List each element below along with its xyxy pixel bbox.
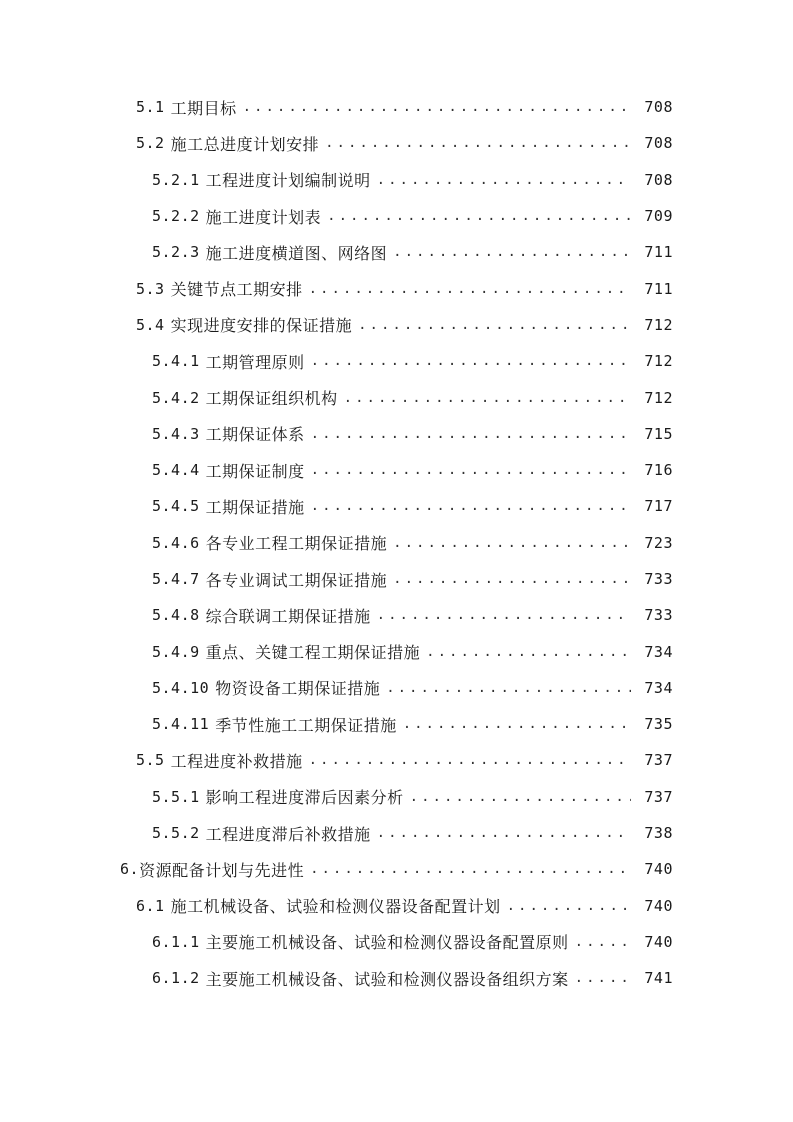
toc-entry[interactable] [0, 597, 793, 633]
toc-entry-title: 主要施工机械设备、试验和检测仪器设备配置原则 [205, 933, 569, 953]
dot-leader [410, 789, 631, 805]
dot-leader [575, 970, 631, 986]
dot-leader [311, 462, 631, 478]
toc-entry-page: 734 [644, 678, 673, 697]
toc-entry[interactable] [0, 525, 793, 561]
dot-leader [393, 535, 631, 551]
toc-entry-page: 734 [644, 642, 673, 661]
toc-entry-number: 5.5.1 [152, 787, 200, 806]
toc-entry[interactable] [0, 924, 793, 960]
toc-entry[interactable] [0, 416, 793, 452]
toc-entry[interactable] [0, 125, 793, 161]
toc-entry[interactable] [0, 742, 793, 778]
toc-entry-number: 5.4.6 [152, 533, 200, 552]
toc-entry-page: 740 [644, 860, 673, 879]
toc-entry-page: 723 [644, 533, 673, 552]
toc-entry-number: 5.2.3 [152, 243, 200, 262]
toc-entry-page: 737 [644, 787, 673, 806]
toc-entry[interactable] [0, 851, 793, 887]
dot-leader [393, 571, 631, 587]
toc-entry-page: 708 [644, 98, 673, 117]
toc-entry-title: 工期保证措施 [205, 497, 305, 517]
toc-entry[interactable] [0, 488, 793, 524]
toc-entry[interactable] [0, 379, 793, 415]
toc-entry-title: 工程进度滞后补救措施 [205, 824, 371, 844]
dot-leader [377, 825, 631, 841]
toc-entry[interactable] [0, 234, 793, 270]
table-of-contents [0, 89, 793, 996]
toc-entry-page: 715 [644, 424, 673, 443]
toc-entry[interactable] [0, 815, 793, 851]
toc-entry[interactable] [0, 307, 793, 343]
dot-leader [309, 281, 631, 297]
toc-entry-title: 各专业工程工期保证措施 [205, 534, 388, 554]
toc-entry-number: 5.4 [136, 315, 165, 334]
toc-entry-number: 6.1.2 [152, 969, 200, 988]
toc-entry-title: 各专业调试工期保证措施 [205, 570, 388, 590]
toc-entry-number: 5.4.5 [152, 497, 200, 516]
toc-entry-number: 6.1.1 [152, 932, 200, 951]
toc-entry-title: 资源配备计划与先进性 [139, 860, 305, 880]
toc-entry-number: 6.1 [136, 896, 165, 915]
toc-entry-title: 关键节点工期安排 [170, 280, 303, 300]
dot-leader [344, 390, 631, 406]
toc-entry-page: 735 [644, 715, 673, 734]
dot-leader [575, 934, 631, 950]
toc-entry-number: 5.5.2 [152, 824, 200, 843]
toc-entry[interactable] [0, 198, 793, 234]
toc-entry-title: 施工进度横道图、网络图 [205, 243, 388, 263]
toc-entry-page: 712 [644, 315, 673, 334]
dot-leader [311, 498, 631, 514]
dot-leader [243, 99, 631, 115]
dot-leader [426, 644, 631, 660]
toc-entry-page: 741 [644, 969, 673, 988]
toc-entry-number: 5.4.11 [152, 715, 210, 734]
toc-entry-number: 5.1 [136, 98, 165, 117]
toc-entry-number: 5.2 [136, 134, 165, 153]
toc-entry[interactable] [0, 633, 793, 669]
toc-entry-number: 5.4.1 [152, 352, 200, 371]
toc-entry-number: 6. [120, 860, 140, 879]
toc-entry-page: 711 [644, 243, 673, 262]
toc-entry-page: 712 [644, 352, 673, 371]
dot-leader [327, 208, 631, 224]
toc-entry-title: 施工进度计划表 [205, 207, 322, 227]
toc-entry-number: 5.4.8 [152, 606, 200, 625]
toc-entry[interactable] [0, 888, 793, 924]
toc-entry-title: 重点、关键工程工期保证措施 [205, 643, 421, 663]
toc-entry-number: 5.4.9 [152, 642, 200, 661]
toc-entry-number: 5.5 [136, 751, 165, 770]
toc-entry[interactable] [0, 706, 793, 742]
toc-entry-title: 工期目标 [170, 98, 237, 118]
dot-leader [358, 317, 631, 333]
dot-leader [311, 353, 631, 369]
toc-entry[interactable] [0, 270, 793, 306]
toc-entry-page: 709 [644, 207, 673, 226]
toc-entry-title: 工期保证体系 [205, 425, 305, 445]
toc-entry-title: 实现进度安排的保证措施 [170, 316, 353, 336]
toc-entry-number: 5.2.1 [152, 170, 200, 189]
toc-entry-page: 712 [644, 388, 673, 407]
toc-entry[interactable] [0, 343, 793, 379]
toc-entry-title: 综合联调工期保证措施 [205, 606, 371, 626]
toc-entry-page: 708 [644, 170, 673, 189]
toc-entry-page: 740 [644, 896, 673, 915]
toc-entry-title: 施工总进度计划安排 [170, 134, 320, 154]
toc-entry[interactable] [0, 162, 793, 198]
toc-entry-page: 740 [644, 932, 673, 951]
toc-entry[interactable] [0, 89, 793, 125]
toc-entry-number: 5.4.4 [152, 461, 200, 480]
dot-leader [393, 244, 631, 260]
toc-entry-title: 主要施工机械设备、试验和检测仪器设备组织方案 [205, 969, 569, 989]
dot-leader [310, 861, 631, 877]
dot-leader [325, 135, 631, 151]
dot-leader [311, 426, 631, 442]
toc-entry-number: 5.3 [136, 279, 165, 298]
toc-entry-title: 工期管理原则 [205, 352, 305, 372]
toc-entry[interactable] [0, 452, 793, 488]
toc-entry-title: 工程进度补救措施 [170, 751, 303, 771]
toc-entry-title: 工期保证制度 [205, 461, 305, 481]
toc-entry-page: 708 [644, 134, 673, 153]
dot-leader [309, 752, 631, 768]
toc-entry-page: 733 [644, 606, 673, 625]
dot-leader [377, 172, 631, 188]
dot-leader [386, 680, 631, 696]
toc-entry-page: 711 [644, 279, 673, 298]
toc-entry-page: 738 [644, 824, 673, 843]
toc-entry[interactable] [0, 960, 793, 996]
toc-entry[interactable] [0, 561, 793, 597]
toc-entry-title: 影响工程进度滞后因素分析 [205, 788, 404, 808]
toc-entry-number: 5.4.2 [152, 388, 200, 407]
toc-entry-page: 716 [644, 461, 673, 480]
toc-entry[interactable] [0, 670, 793, 706]
toc-entry-title: 工期保证组织机构 [205, 389, 338, 409]
toc-entry-title: 物资设备工期保证措施 [215, 679, 381, 699]
toc-entry-page: 737 [644, 751, 673, 770]
toc-entry-number: 5.4.3 [152, 424, 200, 443]
dot-leader [507, 898, 631, 914]
toc-entry-number: 5.2.2 [152, 207, 200, 226]
toc-entry-title: 季节性施工工期保证措施 [215, 715, 397, 735]
dot-leader [377, 607, 631, 623]
toc-entry-title: 施工机械设备、试验和检测仪器设备配置计划 [170, 897, 501, 917]
toc-entry-title: 工程进度计划编制说明 [205, 171, 371, 191]
toc-entry[interactable] [0, 779, 793, 815]
toc-entry-page: 733 [644, 570, 673, 588]
toc-entry-number: 5.4.7 [152, 570, 200, 588]
toc-entry-number: 5.4.10 [152, 678, 210, 697]
dot-leader [403, 716, 631, 732]
toc-entry-page: 717 [644, 497, 673, 516]
